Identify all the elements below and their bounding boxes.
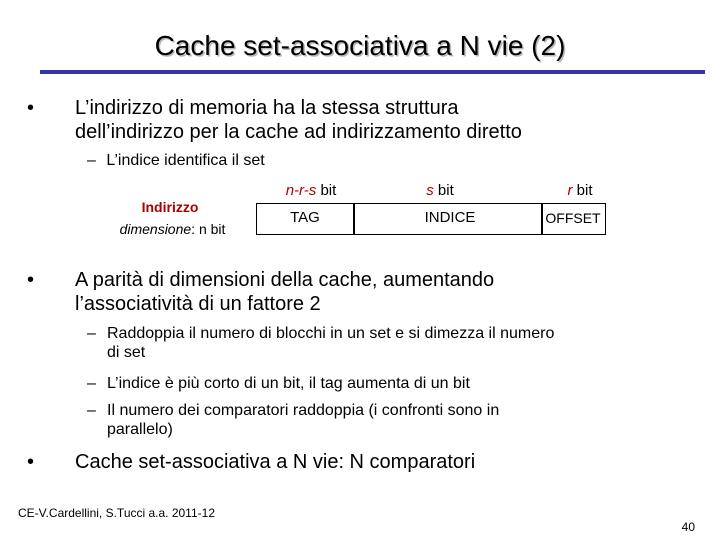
sub-bullet-1-1 <box>87 151 265 170</box>
index-field-header <box>385 182 495 200</box>
slide-footer: CE-V.Cardellini, S.Tucci a.a. 2011-12 <box>18 506 215 520</box>
sub-bullet-2-2-text: L’indice è più corto di un bit, il tag aumenta di un bit <box>107 375 470 392</box>
tag-field: TAG <box>290 209 320 226</box>
sub-bullet-2-3-line-2: parallelo) <box>107 421 173 438</box>
offset-field: OFFSET <box>545 210 601 226</box>
tag-field-header <box>262 182 360 200</box>
bullet-2 <box>0 268 720 316</box>
index-field-bit-word: bit <box>437 182 454 199</box>
dash: – <box>87 402 96 419</box>
sub-bullet-2-3 <box>87 401 687 439</box>
offset-field-header <box>540 182 620 200</box>
bullet-dot: • <box>27 97 35 119</box>
bullet-1-line-2: dell’indirizzo per la cache ad indirizzamento diretto <box>75 121 522 143</box>
bullet-1 <box>0 96 720 144</box>
sub-bullet-2-2 <box>87 374 470 393</box>
title-underline <box>40 70 705 74</box>
dimension-word: dimensione <box>119 221 192 237</box>
index-field: INDICE <box>424 209 476 226</box>
address-label: Indirizzo <box>141 199 199 215</box>
sub-bullet-2-1-line-1: Raddoppia il numero di blocchi in un set e si dimezza il numero <box>107 325 555 342</box>
dash: – <box>87 375 96 392</box>
tag-field-bits: n-r-s <box>285 182 317 199</box>
dash: – <box>87 325 96 342</box>
address-fields-box <box>256 203 606 235</box>
bullet-2-line-1: A parità di dimensioni della cache, aumentando <box>75 269 495 291</box>
page-number: 40 <box>681 520 695 534</box>
sub-bullet-2-1-line-2: di set <box>107 344 146 361</box>
sub-bullet-2-3-line-1: Il numero dei comparatori raddoppia (i confronti sono in <box>107 402 500 419</box>
bullet-3 <box>0 450 720 474</box>
address-dimension <box>100 220 245 238</box>
sub-bullet-1-1-text: L’indice identifica il set <box>106 152 265 169</box>
slide-title: Cache set-associativa a N vie (2) <box>154 30 566 61</box>
dash: – <box>87 152 96 169</box>
bullet-1-line-1: L’indirizzo di memoria ha la stessa struttura <box>75 97 459 119</box>
bullet-dot: • <box>27 451 35 473</box>
bullet-dot: • <box>27 269 35 291</box>
dimension-value: : n bit <box>191 221 226 237</box>
bullet-3-line-1: Cache set-associativa a N vie: N comparatori <box>75 451 476 473</box>
index-field-bits: s <box>426 182 434 199</box>
bullet-2-line-2: l’associatività di un fattore 2 <box>75 293 321 315</box>
tag-field-bit-word: bit <box>320 182 337 199</box>
offset-field-bit-word: bit <box>576 182 593 199</box>
offset-field-bits: r <box>567 182 573 199</box>
sub-bullet-2-1 <box>87 324 687 362</box>
